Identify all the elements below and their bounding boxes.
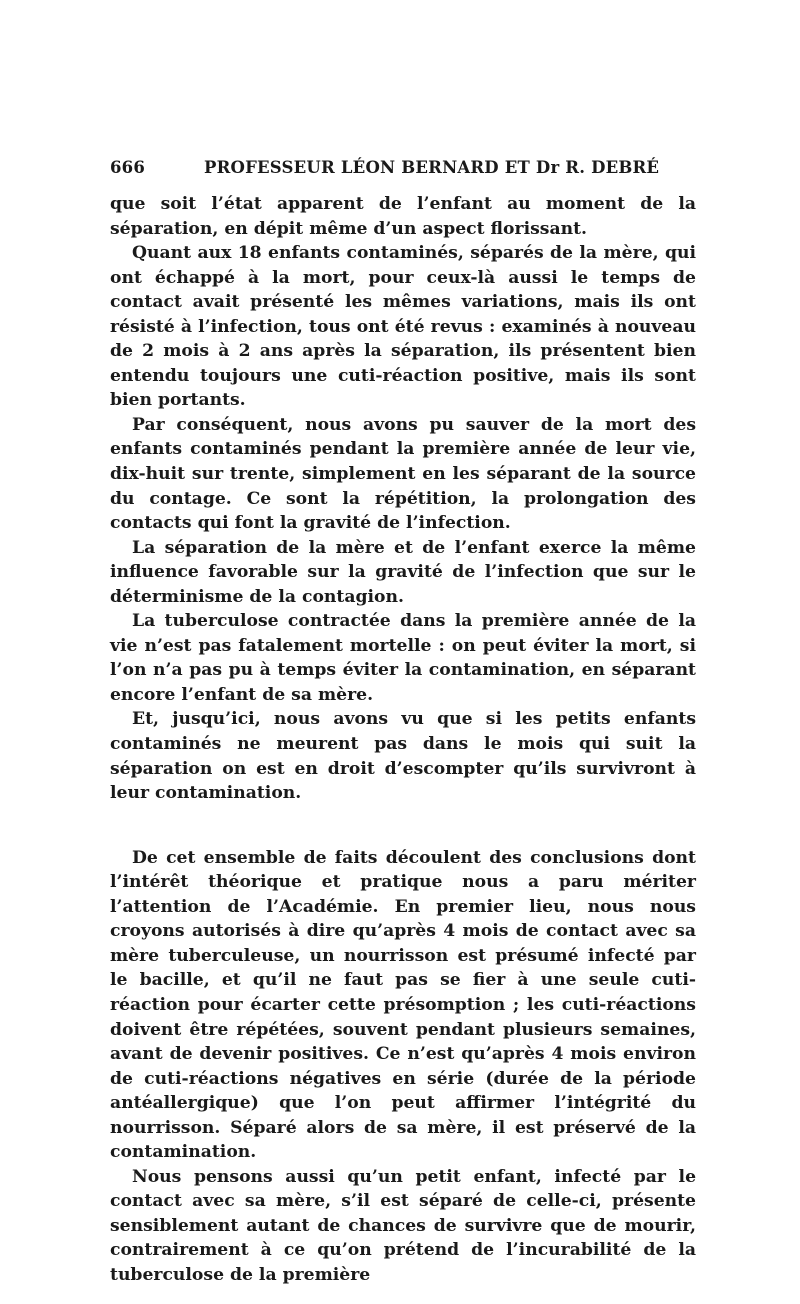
paragraph-continuation: que soit l’état apparent de l’enfant au moment de la séparation, en dépit même d’un aspect florissant. <box>110 194 696 239</box>
running-header <box>110 158 696 184</box>
page-number: 666 <box>110 158 146 177</box>
body-text <box>110 192 696 1288</box>
paragraph-consequence: Par conséquent, nous avons pu sauver de la mort des enfants contaminés pendant la première année de leur vie, dix-huit sur trente, simplement en les séparant de la source du contage. Ce sont la répétition, la prolongation des contacts qui font la gravité de l’infection. <box>110 414 696 534</box>
paragraph-separation-influence: La séparation de la mère et de l’enfant exerce la même influence favorable sur la gravité de l’infection que sur le déterminisme de la contagion. <box>110 537 696 607</box>
page <box>110 158 696 1288</box>
paragraph-survival: Et, jusqu’ici, nous avons vu que si les petits enfants contaminés ne meurent pas dans le mois qui suit la séparation on est en droit d’escompter qu’ils survivront à leur contamination. <box>110 709 696 804</box>
paragraph-conclusions: De cet ensemble de faits découlent des conclusions dont l’intérêt théorique et pratique nous a paru mériter l’attention de l’Académie. En premier lieu, nous nous croyons autorisés à dire qu’après 4 mois de contact avec sa mère tuberculeuse, un nourrisson est présumé infecté par le bacille, et qu’il ne faut pas se fier à une seule cuti-réaction pour écarter cette présomption ; les cuti-réactions doivent être répétées, souvent pendant plusieurs semaines, avant de devenir positives. Ce n’est qu’après 4 mois environ de cuti-réactions négatives en série (durée de la période antéallergique) que l’on peut affirmer l’intégrité du nourrisson. Séparé alors de sa mère, il est préservé de la contamination. <box>110 847 696 1163</box>
paragraph-survivors: Quant aux 18 enfants contaminés, séparés de la mère, qui ont échappé à la mort, pour ceux-là aussi le temps de contact avait présenté les mêmes variations, mais ils ont résisté à l’infection, tous ont été revus : examinés à nouveau de 2 mois à 2 ans après la séparation, ils présentent bien entendu toujours une cuti-réaction positive, mais ils sont bien portants. <box>110 243 696 411</box>
paragraph-not-fatal: La tuberculose contractée dans la première année de la vie n’est pas fatalement mortelle : on peut éviter la mort, si l’on n’a pas pu à temps éviter la contamination, en séparant encore l’enfant de sa mère. <box>110 611 696 705</box>
running-title: PROFESSEUR LÉON BERNARD ET Dr R. DEBRÉ <box>204 158 660 177</box>
section-gap <box>110 806 696 846</box>
paragraph-chances: Nous pensons aussi qu’un petit enfant, infecté par le contact avec sa mère, s’il est séparé de celle-ci, présente sensiblement autant de chances de survivre que de mourir, contrairement à ce qu’on prétend de l’incurabilité de la tuberculose de la première <box>110 1166 696 1285</box>
